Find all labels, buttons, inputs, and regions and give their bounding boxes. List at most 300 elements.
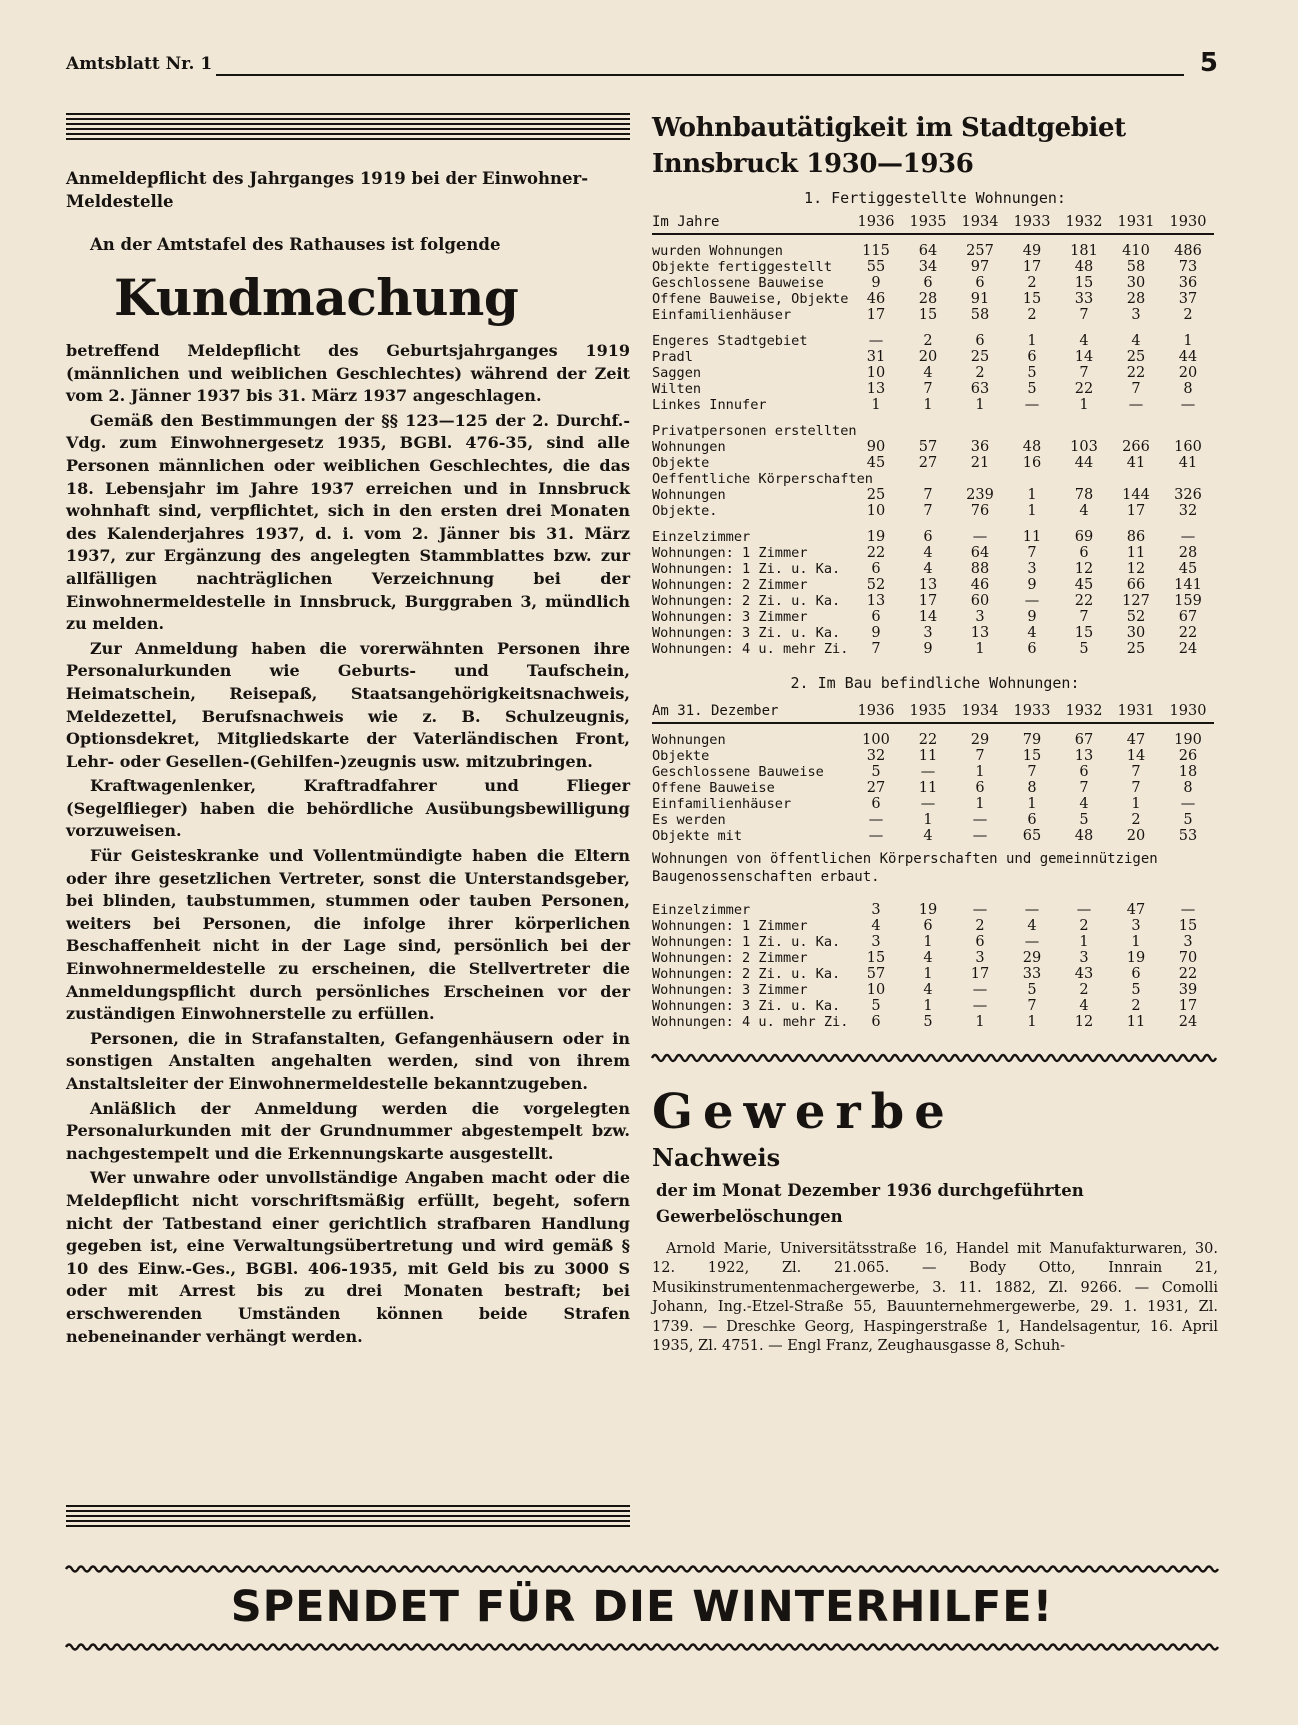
cell-value: 7: [1079, 365, 1089, 381]
table-row: [652, 291, 1214, 307]
public-bodies-table: [652, 894, 1214, 1030]
cell-value: 28: [1178, 545, 1198, 561]
cell-value: 65: [1022, 828, 1042, 844]
cell-value: 19: [1126, 950, 1146, 966]
cell-value: [1058, 413, 1110, 439]
row-label: Wohnungen: 2 Zimmer: [652, 950, 808, 966]
cell-value: 18: [1178, 764, 1198, 780]
cell-value: 1: [1027, 487, 1037, 503]
cell-value: 1: [1027, 1014, 1037, 1030]
cell-value: 10: [866, 503, 886, 519]
gewerbe-subtitle: der im Monat Dezember 1936 durchgeführten Gewerbelöschungen: [656, 1181, 1084, 1226]
cell-value: 78: [1074, 487, 1094, 503]
cell-value: 2: [1079, 918, 1089, 934]
cell-value: 1: [1079, 934, 1089, 950]
cell-value: 58: [1126, 259, 1146, 275]
row-label: Einfamilienhäuser: [652, 796, 792, 812]
cell-value: 12: [1126, 561, 1146, 577]
cell-value: 12: [1074, 561, 1094, 577]
cell-value: 66: [1126, 577, 1146, 593]
cell-value: 76: [970, 503, 990, 519]
housing-title-line2: Innsbruck 1930—1936: [652, 149, 974, 179]
cell-value: 45: [1074, 577, 1094, 593]
row-label: Geschlossene Bauweise: [652, 275, 824, 291]
cell-value: 9: [871, 275, 881, 291]
cell-value: 4: [923, 365, 933, 381]
cell-value: [954, 471, 1006, 487]
cell-value: 4: [1079, 503, 1089, 519]
cell-value: 3: [1131, 918, 1141, 934]
cell-value: 159: [1174, 593, 1202, 609]
cell-value: 6: [1027, 641, 1037, 657]
cell-value: 15: [1022, 291, 1042, 307]
table-row: [652, 545, 1214, 561]
cell-value: 7: [1131, 381, 1141, 397]
cell-value: 2: [1131, 998, 1141, 1014]
cell-value: 7: [1131, 764, 1141, 780]
row-label: Engeres Stadtgebiet: [652, 333, 808, 349]
cell-value: 33: [1022, 966, 1042, 982]
cell-value: —: [972, 828, 988, 844]
kundmachung-heading: Kundmachung: [114, 268, 519, 327]
table-col-label: Am 31. Dezember: [652, 697, 850, 723]
cell-value: 64: [918, 243, 938, 259]
announcement-paragraph: betreffend Meldepflicht des Geburtsjahrganges 1919 (männlichen und weiblichen Geschlechtes) während der Zeit vom 2. Jänner 1937 bis 31. März 1937 angeschlagen.: [66, 341, 630, 406]
cell-value: 3: [871, 902, 881, 918]
announcement-paragraph: Kraftwagenlenker, Kraftradfahrer und Flieger (Segelflieger) haben die behördliche Ausübungsbewilligung vorzuweisen.: [66, 776, 630, 841]
cell-value: 47: [1126, 902, 1146, 918]
cell-value: 1: [923, 812, 933, 828]
cell-value: 14: [1126, 748, 1146, 764]
cell-value: 1: [871, 397, 881, 413]
cell-value: —: [920, 796, 936, 812]
row-label: Objekte: [652, 748, 710, 764]
gewerbe-body: Arnold Marie, Universitätsstraße 16, Handel mit Manufakturwaren, 30. 12. 1922, Zl. 21.065. — Body Otto, Innrain 21, Musikinstrumentenmachergewerbe, 3. 11. 1882, Zl. 9266. — Comolli Johann, Ing.-Etzel-Straße 55, Bauunternehmergewerbe, 29. 1. 1931, Zl. 1739. — Dreschke Georg, Haspingerstraße 1, Handelsagentur, 16. April 1935, Zl. 4751. — Engl Franz, Zeughausgasse 8, Schuh-: [652, 1241, 1218, 1355]
cell-value: 3: [975, 950, 985, 966]
cell-value: 31: [866, 349, 886, 365]
cell-value: 257: [966, 243, 994, 259]
cell-value: 3: [1131, 307, 1141, 323]
row-label: Wohnungen: 2 Zimmer: [652, 577, 808, 593]
table-row: [652, 561, 1214, 577]
cell-value: 41: [1126, 455, 1146, 471]
table-row: [652, 641, 1214, 657]
table-row: [652, 503, 1214, 519]
cell-value: —: [1180, 529, 1196, 545]
cell-value: 25: [970, 349, 990, 365]
cell-value: 1: [923, 397, 933, 413]
cell-value: 14: [1074, 349, 1094, 365]
cell-value: 10: [866, 365, 886, 381]
cell-value: 43: [1074, 966, 1094, 982]
cell-value: 22: [918, 732, 938, 748]
year-header: 1935: [902, 697, 954, 723]
year-header: 1936: [850, 208, 902, 234]
cell-value: 22: [1126, 365, 1146, 381]
table-row: [652, 982, 1214, 998]
cell-value: 30: [1126, 275, 1146, 291]
cell-value: 27: [866, 780, 886, 796]
announcement-paragraph: Gemäß den Bestimmungen der §§ 123—125 der 2. Durchf.-Vdg. zum Einwohnergesetz 1935, BGBl. 476-35, sind alle Personen männlichen oder weiblichen Geschlechtes, die das 18. Lebensjahr im Jahre 1937 erreichen und in Innsbruck wohnhaft sind, verpflichtet, sich in den ersten drei Monaten des Kalenderjahres 1937, d. i. vom 2. Jänner bis 31. März 1937, zur Ergänzung des angelegten Stammblattes bzw. zur allfälligen nachträglichen Verzeichnung bei der Einwohnermeldestelle in Innsbruck, Burggraben 3, mündlich zu melden.: [66, 410, 630, 634]
table-row: [652, 487, 1214, 503]
cell-value: 326: [1174, 487, 1202, 503]
cell-value: 57: [918, 439, 938, 455]
table-row: [652, 471, 1214, 487]
cell-value: 20: [1126, 828, 1146, 844]
table-row: [652, 365, 1214, 381]
cell-value: [954, 413, 1006, 439]
cell-value: —: [1180, 902, 1196, 918]
cell-value: 4: [1079, 998, 1089, 1014]
cell-value: 22: [1074, 593, 1094, 609]
cell-value: 7: [871, 641, 881, 657]
row-label: Objekte: [652, 455, 710, 471]
cell-value: 17: [970, 966, 990, 982]
cell-value: 486: [1174, 243, 1202, 259]
cell-value: 4: [1079, 796, 1089, 812]
cell-value: 6: [871, 561, 881, 577]
cell-value: 28: [918, 291, 938, 307]
cell-value: 6: [871, 609, 881, 625]
cell-value: 55: [866, 259, 886, 275]
table-row: [652, 349, 1214, 365]
cell-value: 6: [923, 918, 933, 934]
table-row: [652, 1014, 1214, 1030]
cell-value: 190: [1174, 732, 1202, 748]
cell-value: 30: [1126, 625, 1146, 641]
cell-value: 266: [1122, 439, 1150, 455]
cell-value: 1: [975, 796, 985, 812]
cell-value: 7: [1079, 307, 1089, 323]
announcement-paragraph: Personen, die in Strafanstalten, Gefangenhäusern oder in sonstigen Anstalten angehalten werden, sind von ihrem Anstaltsleiter der Einwohnermeldestelle bekanntzugeben.: [66, 1028, 630, 1093]
banner-wave-top: [66, 1562, 1218, 1576]
cell-value: 17: [1022, 259, 1042, 275]
cell-value: 6: [1027, 349, 1037, 365]
cell-value: 22: [1178, 966, 1198, 982]
cell-value: [850, 413, 902, 439]
cell-value: 103: [1070, 439, 1098, 455]
cell-value: 3: [1027, 561, 1037, 577]
row-label: Wohnungen: 3 Zimmer: [652, 609, 808, 625]
cell-value: 22: [866, 545, 886, 561]
cell-value: 9: [923, 641, 933, 657]
cell-value: 6: [923, 275, 933, 291]
cell-value: —: [1024, 397, 1040, 413]
cell-value: 2: [975, 365, 985, 381]
cell-value: 3: [1183, 934, 1193, 950]
cell-value: 5: [1131, 982, 1141, 998]
table-row: [652, 275, 1214, 291]
cell-value: 3: [923, 625, 933, 641]
table-row: [652, 812, 1214, 828]
table-row: [652, 780, 1214, 796]
cell-value: [1162, 471, 1214, 487]
announcement-intro: An der Amtstafel des Rathauses ist folgende: [90, 235, 501, 254]
cell-value: —: [1180, 796, 1196, 812]
public-bodies-rows: [652, 894, 1214, 1030]
under-construction-rows: [652, 723, 1214, 844]
cell-value: 6: [1079, 545, 1089, 561]
cell-value: —: [972, 812, 988, 828]
cell-value: 144: [1122, 487, 1150, 503]
cell-value: —: [972, 529, 988, 545]
cell-value: —: [868, 812, 884, 828]
cell-value: 4: [923, 561, 933, 577]
cell-value: 1: [1027, 796, 1037, 812]
table-col-label: Im Jahre: [652, 208, 850, 234]
cell-value: 1: [923, 966, 933, 982]
row-label: Wilten: [652, 381, 702, 397]
table-row: [652, 764, 1214, 780]
cell-value: —: [1180, 397, 1196, 413]
publication-title: Amtsblatt Nr. 1: [66, 54, 216, 74]
cell-value: —: [1076, 902, 1092, 918]
cell-value: 1: [1027, 503, 1037, 519]
cell-value: 8: [1183, 780, 1193, 796]
table-row: [652, 259, 1214, 275]
top-rule-block: [66, 113, 630, 141]
table-row: [652, 381, 1214, 397]
cell-value: 10: [866, 982, 886, 998]
cell-value: 17: [866, 307, 886, 323]
cell-value: —: [1128, 397, 1144, 413]
cell-value: [1162, 413, 1214, 439]
cell-value: 32: [1178, 503, 1198, 519]
row-label: Wohnungen: 4 u. mehr Zi.: [652, 641, 849, 657]
cell-value: 73: [1178, 259, 1198, 275]
cell-value: 25: [1126, 349, 1146, 365]
cell-value: 37: [1178, 291, 1198, 307]
bottom-rule-block: [66, 1505, 630, 1529]
cell-value: 1: [1079, 397, 1089, 413]
cell-value: 25: [1126, 641, 1146, 657]
cell-value: —: [1024, 902, 1040, 918]
cell-value: 53: [1178, 828, 1198, 844]
cell-value: 46: [866, 291, 886, 307]
cell-value: 1: [975, 397, 985, 413]
year-header: 1934: [954, 208, 1006, 234]
completed-housing-rows: [652, 234, 1214, 657]
cell-value: 45: [866, 455, 886, 471]
cell-value: 6: [975, 275, 985, 291]
cell-value: 2: [1131, 812, 1141, 828]
wavy-divider: [652, 1050, 1214, 1066]
cell-value: 32: [866, 748, 886, 764]
announcement-paragraph: Anläßlich der Anmeldung werden die vorgelegten Personalurkunden mit der Grundnummer abgestempelt bzw. nachgestempelt und die Erkennungskarte ausgestellt.: [66, 1098, 630, 1163]
row-label: Wohnungen: [652, 439, 726, 455]
cell-value: 67: [1074, 732, 1094, 748]
cell-value: 79: [1022, 732, 1042, 748]
cell-value: 17: [1178, 998, 1198, 1014]
cell-value: [1006, 471, 1058, 487]
cell-value: [902, 413, 954, 439]
cell-value: 2: [1183, 307, 1193, 323]
cell-value: 13: [866, 381, 886, 397]
cell-value: 1: [923, 998, 933, 1014]
row-label: Offene Bauweise: [652, 780, 775, 796]
cell-value: 11: [1022, 529, 1042, 545]
cell-value: —: [920, 764, 936, 780]
housing-column: [652, 110, 1218, 1356]
cell-value: 45: [1178, 561, 1198, 577]
gewerbe-heading: Gewerbe: [652, 1084, 955, 1140]
announcement-paragraph: Zur Anmeldung haben die vorerwähnten Personen ihre Personalurkunden wie Geburts- und Taufschein, Heimatschein, Reisepaß, Staatsangehörigkeitsnachweis, Meldezettel, Berufsnachweis wie z. B. Schulzeugnis, Optionsdekret, Mitgliedskarte der Vaterländischen Front, Lehr- oder Gesellen-(Gehilfen-)zeugnis usw. mitzubringen.: [66, 638, 630, 771]
cell-value: [1058, 471, 1110, 487]
cell-value: 14: [918, 609, 938, 625]
cell-value: 16: [1022, 455, 1042, 471]
cell-value: 29: [970, 732, 990, 748]
cell-value: 2: [1027, 307, 1037, 323]
cell-value: 15: [1074, 625, 1094, 641]
cell-value: 11: [918, 748, 938, 764]
header-rule: [216, 74, 1184, 76]
cell-value: 2: [1027, 275, 1037, 291]
cell-value: 49: [1022, 243, 1042, 259]
cell-value: 127: [1122, 593, 1150, 609]
cell-value: 9: [1027, 577, 1037, 593]
cell-value: 7: [1079, 609, 1089, 625]
announcement-paragraph: Wer unwahre oder unvollständige Angaben macht oder die Meldepflicht nicht vorschriftsmäßig erfüllt, begeht, sofern nicht der Tatbestand einer gerichtlich strafbaren Handlung gegeben ist, eine Verwaltungsübertretung und wird gemäß § 10 des Einw.-Ges., BGBl. 406-1935, mit Geld bis zu 3000 S oder mit Arrest bis zu drei Monaten bestraft; bei erschwerenden Umständen können beide Strafen nebeneinander verhängt werden.: [66, 1168, 630, 1346]
cell-value: [1110, 413, 1162, 439]
cell-value: 7: [1079, 780, 1089, 796]
cell-value: 11: [1126, 545, 1146, 561]
cell-value: —: [972, 982, 988, 998]
announcement-title: Anmeldepflicht des Jahrganges 1919 bei der Einwohner-Meldestelle: [66, 169, 589, 211]
cell-value: 7: [923, 381, 933, 397]
cell-value: 34: [918, 259, 938, 275]
page-number: 5: [1199, 48, 1218, 78]
under-construction-table: [652, 697, 1214, 844]
cell-value: 44: [1074, 455, 1094, 471]
cell-value: 4: [923, 545, 933, 561]
row-label: Objekte mit: [652, 828, 743, 844]
cell-value: —: [1024, 934, 1040, 950]
table-row: [652, 723, 1214, 748]
table-row: [652, 413, 1214, 439]
row-label: Wohnungen: 3 Zi. u. Ka.: [652, 625, 841, 641]
cell-value: 1: [975, 641, 985, 657]
cell-value: 52: [866, 577, 886, 593]
cell-value: 141: [1174, 577, 1202, 593]
public-bodies-note: Wohnungen von öffentlichen Körperschaften und gemeinnützigen Baugenossenschaften erbaut.: [652, 851, 1158, 885]
row-label: Wohnungen: [652, 732, 726, 748]
cell-value: 22: [1074, 381, 1094, 397]
cell-value: 58: [970, 307, 990, 323]
row-label: Es werden: [652, 812, 726, 828]
row-label: Linkes Innufer: [652, 397, 767, 413]
cell-value: 5: [1027, 381, 1037, 397]
year-header: 1930: [1162, 697, 1214, 723]
table-row: [652, 519, 1214, 545]
cell-value: 27: [918, 455, 938, 471]
page-header: [66, 48, 1218, 78]
cell-value: 160: [1174, 439, 1202, 455]
cell-value: 8: [1183, 381, 1193, 397]
cell-value: 4: [923, 982, 933, 998]
housing-title-line1: Wohnbautätigkeit im Stadtgebiet: [652, 113, 1126, 143]
cell-value: 4: [1027, 918, 1037, 934]
cell-value: 15: [866, 950, 886, 966]
table-row: [652, 439, 1214, 455]
cell-value: 5: [923, 1014, 933, 1030]
row-label: Einfamilienhäuser: [652, 307, 792, 323]
row-label: Objekte fertiggestellt: [652, 259, 833, 275]
cell-value: 22: [1178, 625, 1198, 641]
cell-value: 5: [1183, 812, 1193, 828]
table-row: [652, 966, 1214, 982]
cell-value: 11: [918, 780, 938, 796]
cell-value: 86: [1126, 529, 1146, 545]
announcement-column: [66, 113, 630, 1348]
row-label: Oeffentliche Körperschaften: [652, 471, 873, 487]
cell-value: —: [1024, 593, 1040, 609]
cell-value: 17: [918, 593, 938, 609]
section2-heading: 2. Im Bau befindliche Wohnungen:: [790, 674, 1080, 692]
cell-value: 47: [1126, 732, 1146, 748]
cell-value: 28: [1126, 291, 1146, 307]
row-label: Saggen: [652, 365, 702, 381]
table-row: [652, 934, 1214, 950]
cell-value: 3: [975, 609, 985, 625]
cell-value: 11: [1126, 1014, 1146, 1030]
cell-value: 4: [871, 918, 881, 934]
cell-value: 4: [1131, 333, 1141, 349]
year-header: 1933: [1006, 208, 1058, 234]
row-label: Objekte.: [652, 503, 718, 519]
cell-value: 13: [866, 593, 886, 609]
cell-value: 7: [923, 487, 933, 503]
table-row: [652, 455, 1214, 471]
nachweis-heading: Nachweis: [652, 1143, 781, 1172]
cell-value: 25: [866, 487, 886, 503]
row-label: Wohnungen: 2 Zi. u. Ka.: [652, 966, 841, 982]
cell-value: 48: [1074, 259, 1094, 275]
cell-value: 36: [1178, 275, 1198, 291]
cell-value: —: [972, 902, 988, 918]
year-header: 1934: [954, 697, 1006, 723]
row-label: Einzelzimmer: [652, 902, 751, 918]
row-label: Wohnungen: 3 Zimmer: [652, 982, 808, 998]
cell-value: 5: [1079, 641, 1089, 657]
cell-value: 100: [862, 732, 890, 748]
cell-value: —: [868, 828, 884, 844]
cell-value: 24: [1178, 641, 1198, 657]
table-row: [652, 625, 1214, 641]
cell-value: 44: [1178, 349, 1198, 365]
cell-value: 7: [975, 748, 985, 764]
cell-value: 6: [1079, 764, 1089, 780]
table-row: [652, 397, 1214, 413]
cell-value: 12: [1074, 1014, 1094, 1030]
cell-value: 5: [871, 998, 881, 1014]
cell-value: 67: [1178, 609, 1198, 625]
cell-value: 15: [918, 307, 938, 323]
table-row: [652, 307, 1214, 323]
row-label: wurden Wohnungen: [652, 243, 783, 259]
cell-value: 4: [1027, 625, 1037, 641]
cell-value: 15: [1022, 748, 1042, 764]
row-label: Wohnungen: [652, 487, 726, 503]
row-label: Einzelzimmer: [652, 529, 751, 545]
year-header: 1933: [1006, 697, 1058, 723]
cell-value: 90: [866, 439, 886, 455]
banner-wave-bottom: [66, 1640, 1218, 1654]
cell-value: 9: [871, 625, 881, 641]
cell-value: 29: [1022, 950, 1042, 966]
cell-value: 57: [866, 966, 886, 982]
cell-value: 33: [1074, 291, 1094, 307]
cell-value: 64: [970, 545, 990, 561]
